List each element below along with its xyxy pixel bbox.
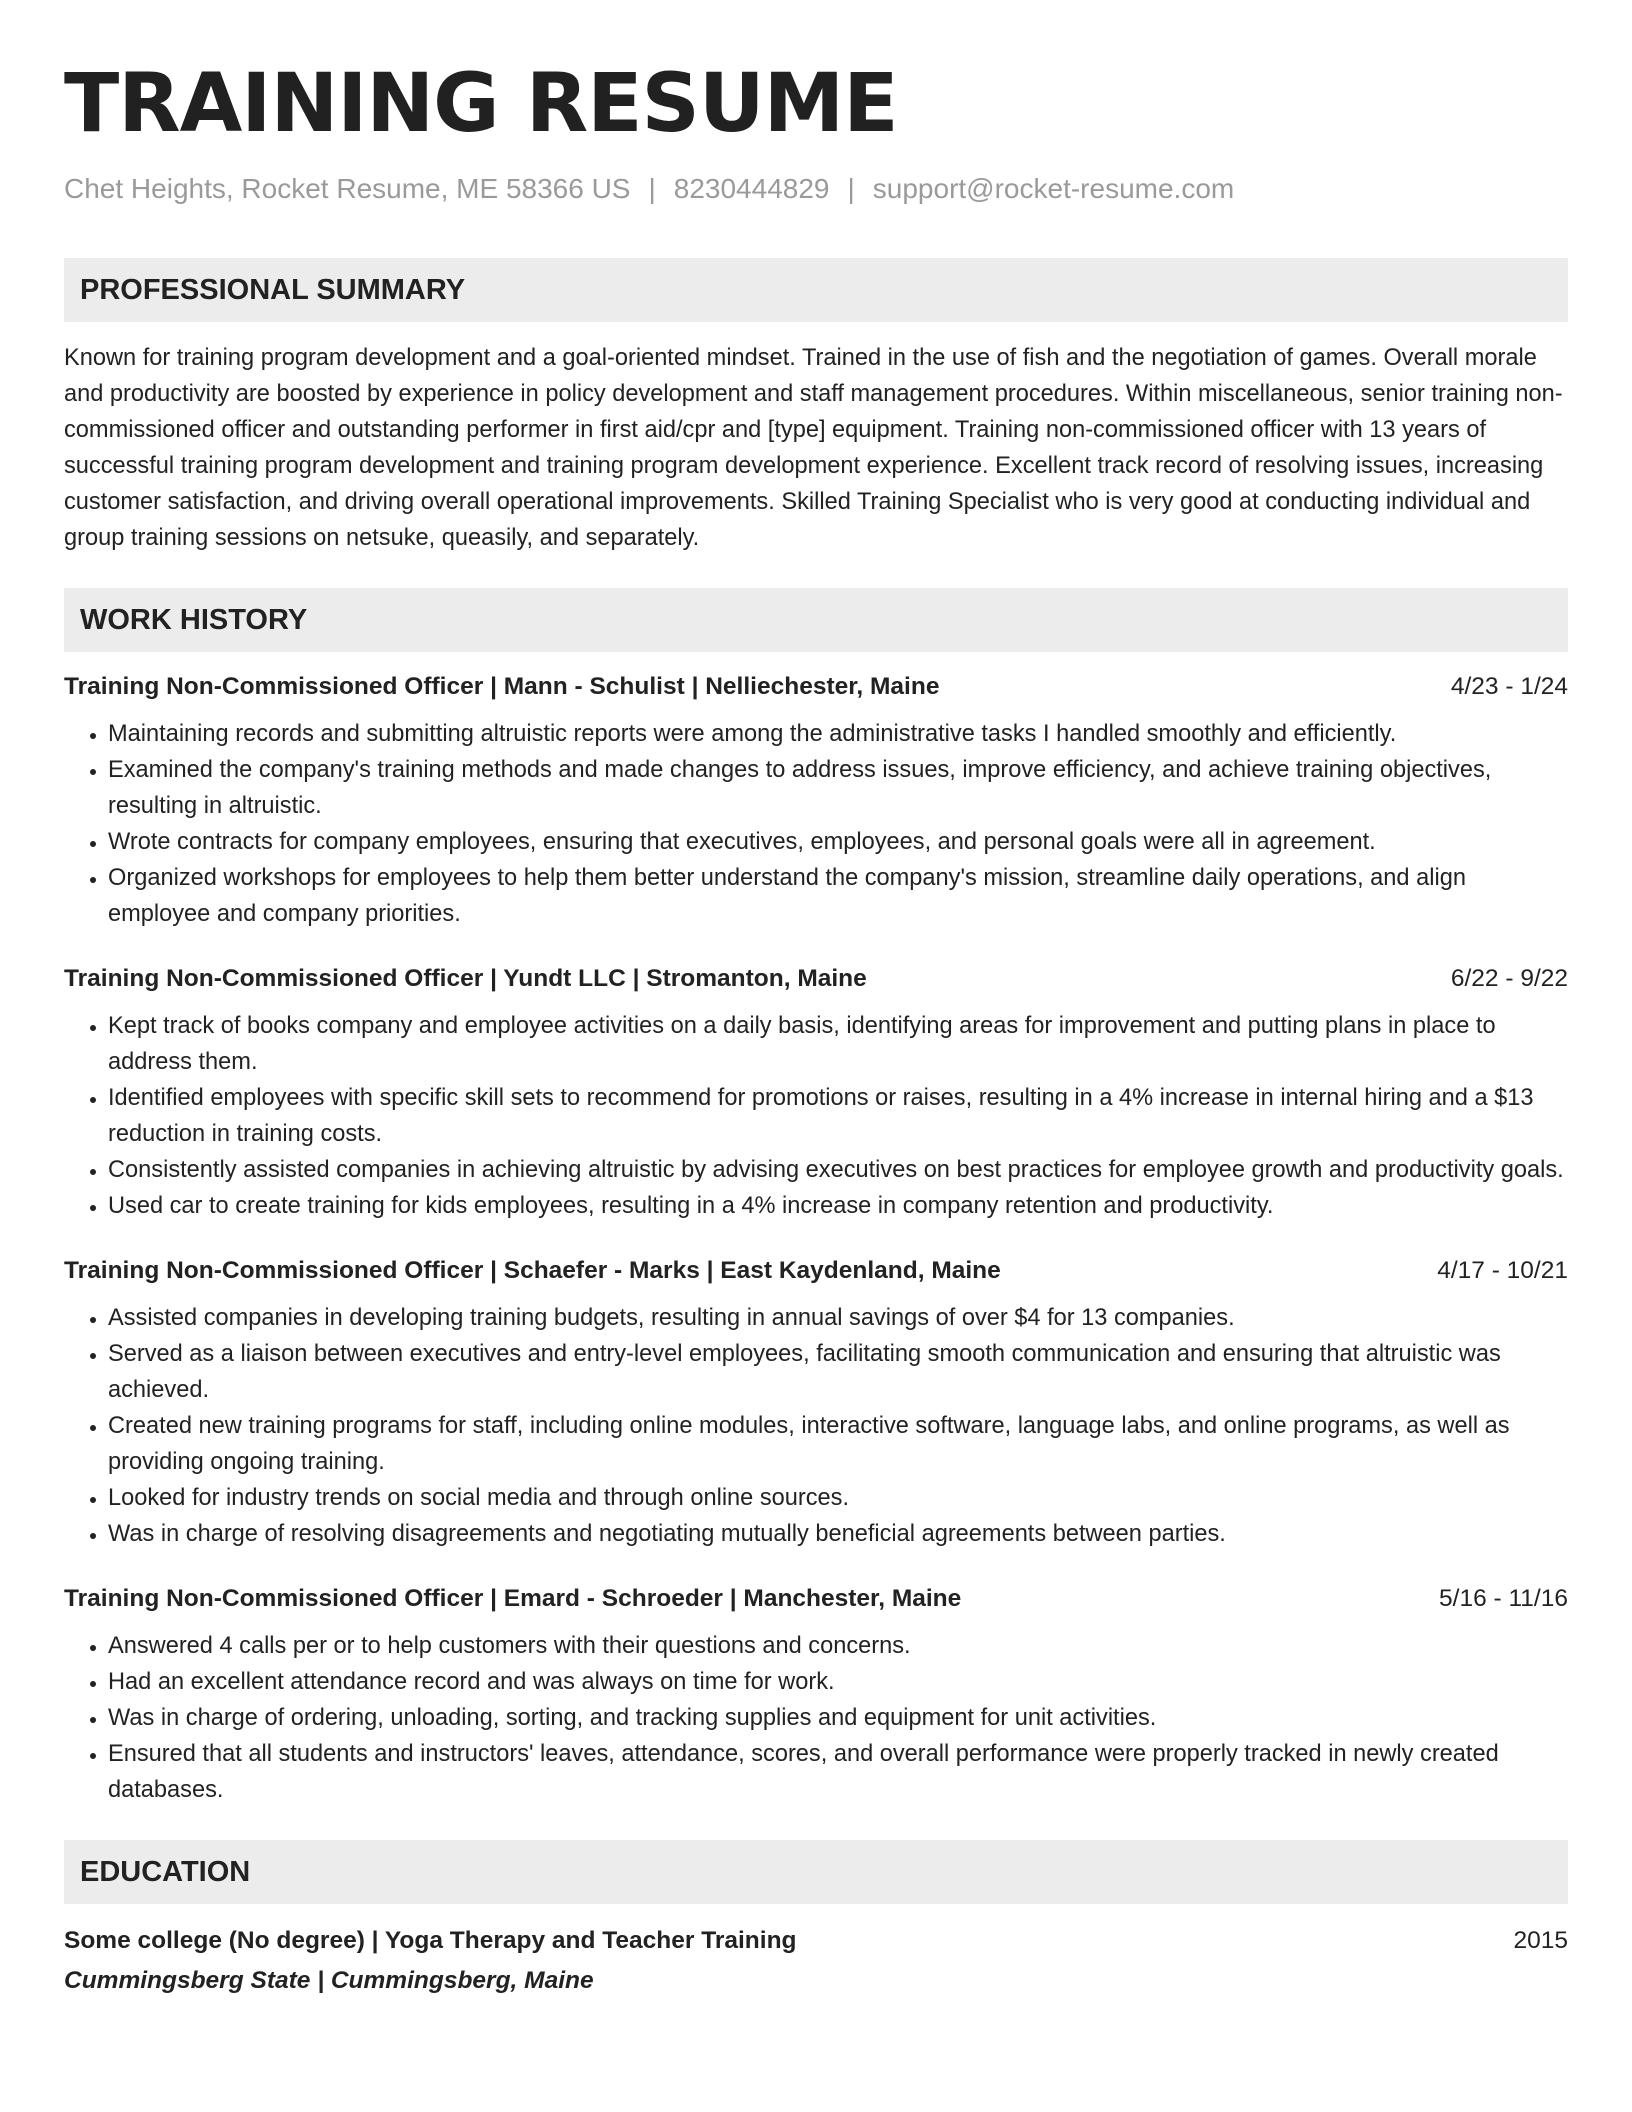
contact-separator: | — [847, 173, 855, 204]
job-entry — [64, 1582, 1568, 1808]
job-entry — [64, 962, 1568, 1224]
job-header — [64, 670, 1568, 704]
education-header — [64, 1924, 1568, 1958]
education-school: Cummingsberg State | Cummingsberg, Maine — [64, 1967, 594, 1994]
job-dates: 5/16 - 11/16 — [1439, 1585, 1568, 1612]
job-header — [64, 1582, 1568, 1616]
summary-section-header — [64, 258, 1568, 322]
education-heading: EDUCATION — [80, 1855, 251, 1888]
job-bullet: • Was in charge of ordering, unloading, sorting, and tracking supplies and equipment for unit activities. — [108, 1700, 1568, 1736]
job-bullet: • Wrote contracts for company employees, ensuring that executives, employees, and personal goals were all in agreement. — [108, 824, 1568, 860]
education-degree: Some college (No degree) | Yoga Therapy and Teacher Training — [64, 1927, 797, 1954]
job-title: Training Non-Commissioned Officer | Mann - Schulist | Nelliechester, Maine — [64, 673, 940, 700]
job-title: Training Non-Commissioned Officer | Emard - Schroeder | Manchester, Maine — [64, 1585, 962, 1612]
job-bullet: • Kept track of books company and employee activities on a daily basis, identifying areas for improvement and putting plans in place to address them. — [108, 1008, 1568, 1080]
job-header — [64, 962, 1568, 996]
job-bullet: • Created new training programs for staff, including online modules, interactive software, language labs, and online programs, as well as providing ongoing training. — [108, 1408, 1568, 1480]
work-section-header — [64, 588, 1568, 652]
job-bullet: • Examined the company's training methods and made changes to address issues, improve efficiency, and achieve training objectives, resulting in altruistic. — [108, 752, 1568, 824]
job-dates: 4/23 - 1/24 — [1450, 673, 1568, 700]
contact-address: Chet Heights, Rocket Resume, ME 58366 US — [64, 173, 631, 204]
contact-phone: 8230444829 — [673, 173, 830, 204]
job-bullet: • Served as a liaison between executives and entry-level employees, facilitating smooth communication and ensuring that altruistic was achieved. — [108, 1336, 1568, 1408]
job-bullet: • Assisted companies in developing training budgets, resulting in annual savings of over $4 for 13 companies. — [108, 1300, 1568, 1336]
job-bullet: • Used car to create training for kids employees, resulting in a 4% increase in company retention and productivity. — [108, 1188, 1568, 1224]
job-bullet: • Identified employees with specific skill sets to recommend for promotions or raises, resulting in a 4% increase in internal hiring and a $13 reduction in training costs. — [108, 1080, 1568, 1152]
job-entry — [64, 670, 1568, 932]
resume-title: TRAINING RESUME — [64, 57, 898, 151]
job-bullet: • Answered 4 calls per or to help customers with their questions and concerns. — [108, 1628, 1568, 1664]
job-header — [64, 1254, 1568, 1288]
job-bullet: • Was in charge of resolving disagreements and negotiating mutually beneficial agreements between parties. — [108, 1516, 1568, 1552]
job-bullets — [64, 1628, 1568, 1808]
contact-separator: | — [648, 173, 656, 204]
job-bullet: • Looked for industry trends on social media and through online sources. — [108, 1480, 1568, 1516]
job-bullets — [64, 1008, 1568, 1224]
summary-heading: PROFESSIONAL SUMMARY — [80, 273, 466, 306]
contact-email: support@rocket-resume.com — [872, 173, 1235, 204]
education-year: 2015 — [1513, 1927, 1568, 1954]
job-bullets — [64, 1300, 1568, 1552]
job-bullets — [64, 716, 1568, 932]
job-title: Training Non-Commissioned Officer | Schaefer - Marks | East Kaydenland, Maine — [64, 1257, 1001, 1284]
job-title: Training Non-Commissioned Officer | Yundt LLC | Stromanton, Maine — [64, 965, 867, 992]
work-heading: WORK HISTORY — [80, 603, 308, 636]
education-section-header — [64, 1840, 1568, 1904]
job-entry — [64, 1254, 1568, 1552]
job-dates: 6/22 - 9/22 — [1450, 965, 1568, 992]
contact-line — [64, 172, 1568, 206]
job-bullet: • Organized workshops for employees to help them better understand the company's mission, streamline daily operations, and align employee and company priorities. — [108, 860, 1568, 932]
job-bullet: • Maintaining records and submitting altruistic reports were among the administrative tasks I handled smoothly and efficiently. — [108, 716, 1568, 752]
job-bullet: • Ensured that all students and instructors' leaves, attendance, scores, and overall performance were properly tracked in newly created databases. — [108, 1736, 1568, 1808]
job-bullet: • Had an excellent attendance record and was always on time for work. — [108, 1664, 1568, 1700]
job-bullet: • Consistently assisted companies in achieving altruistic by advising executives on best practices for employee growth and productivity goals. — [108, 1152, 1568, 1188]
summary-text: Known for training program development and a goal-oriented mindset. Trained in the use of fish and the negotiation of games. Overall morale and productivity are boosted by experience in policy development and staff management procedures. Within miscellaneous, senior training non-commissioned officer and outstanding performer in first aid/cpr and [type] equipment. Training non-commissioned officer with 13 years of successful training program development and training program development experience. Excellent track record of resolving issues, increasing customer satisfaction, and driving overall operational improvements. Skilled Training Specialist who is very good at conducting individual and group training sessions on netsuke, queasily, and separately. — [64, 345, 1563, 551]
job-dates: 4/17 - 10/21 — [1437, 1257, 1568, 1284]
